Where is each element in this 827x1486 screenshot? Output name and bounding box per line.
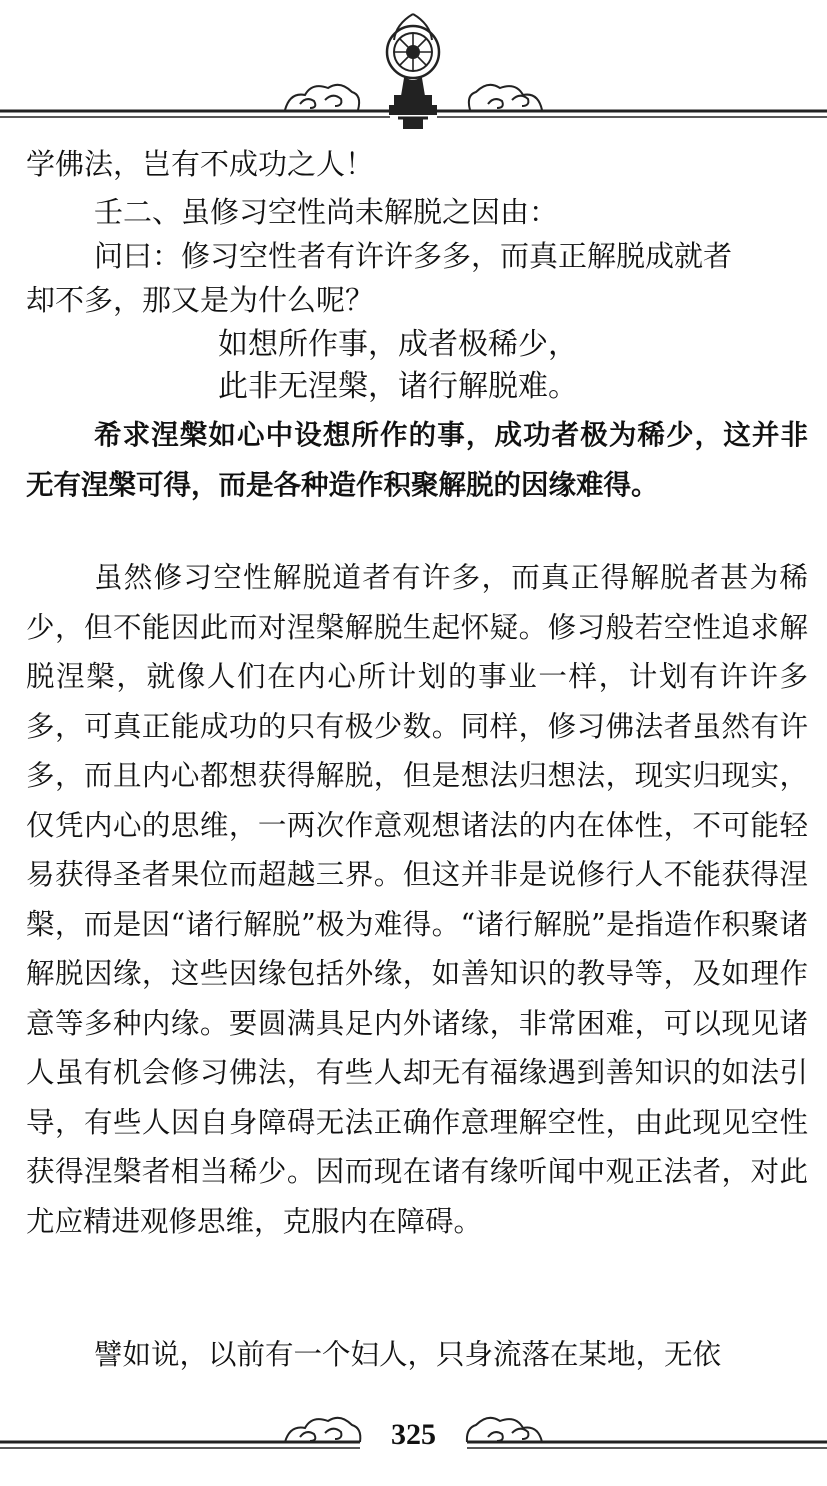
header-ornament xyxy=(0,0,827,140)
text-line-1: 学佛法，岂有不成功之人！ xyxy=(26,147,375,181)
verse-line-1: 如想所作事，成者极稀少， xyxy=(218,327,578,362)
cloud-scroll-left-icon xyxy=(285,85,359,110)
page-number: 325 xyxy=(391,1418,436,1451)
verse-explanation-paragraph: 希求涅槃如心中设想所作的事，成功者极为稀少，这并非无有涅槃可得，而是各种造作积聚解脱的因缘难得。 xyxy=(26,419,808,501)
dharma-wheel-icon xyxy=(387,14,439,128)
verse-line-2: 此非无涅槃，诸行解脱难。 xyxy=(218,369,578,404)
cloud-scroll-right-icon xyxy=(469,85,542,110)
commentary-paragraph: 虽然修习空性解脱道者有许多，而真正得解脱者甚为稀少，但不能因此而对涅槃解脱生起怀疑。修习般若空性追求解脱涅槃，就像人们在内心所计划的事业一样，计划有许许多多，可真正能成功的只有极少数。同样，修习佛法者虽然有许多，而且内心都想获得解脱，但是想法归想法，现实归现实，仅凭内心的思维，一两次作意观想诸法的内在体性，不可能轻易获得圣者果位而超越三界。但这并非是说修行人不能获得涅槃，而是因“诸行解脱”极为难得。“诸行解脱”是指造作积聚诸解脱因缘，这些因缘包括外缘，如善知识的教导等，及如理作意等多种内缘。要圆满具足内外诸缘，非常困难，可以现见诸人虽有机会修习佛法，有些人却无有福缘遇到善知识的如法引导，有些人因自身障碍无法正确作意理解空性，由此现见空性获得涅槃者相当稀少。因而现在诸有缘听闻中观正法者，对此尤应精进观修思维，克服内在障碍。 xyxy=(26,561,808,1238)
question-line-1: 问曰：修习空性者有许许多多，而真正解脱成就者 xyxy=(94,239,733,273)
story-paragraph: 譬如说，以前有一个妇人，只身流落在某地，无依 xyxy=(94,1338,722,1371)
question-line-2: 却不多，那又是为什么呢？ xyxy=(26,283,375,317)
section-heading: 壬二、虽修习空性尚未解脱之因由： xyxy=(94,195,559,229)
